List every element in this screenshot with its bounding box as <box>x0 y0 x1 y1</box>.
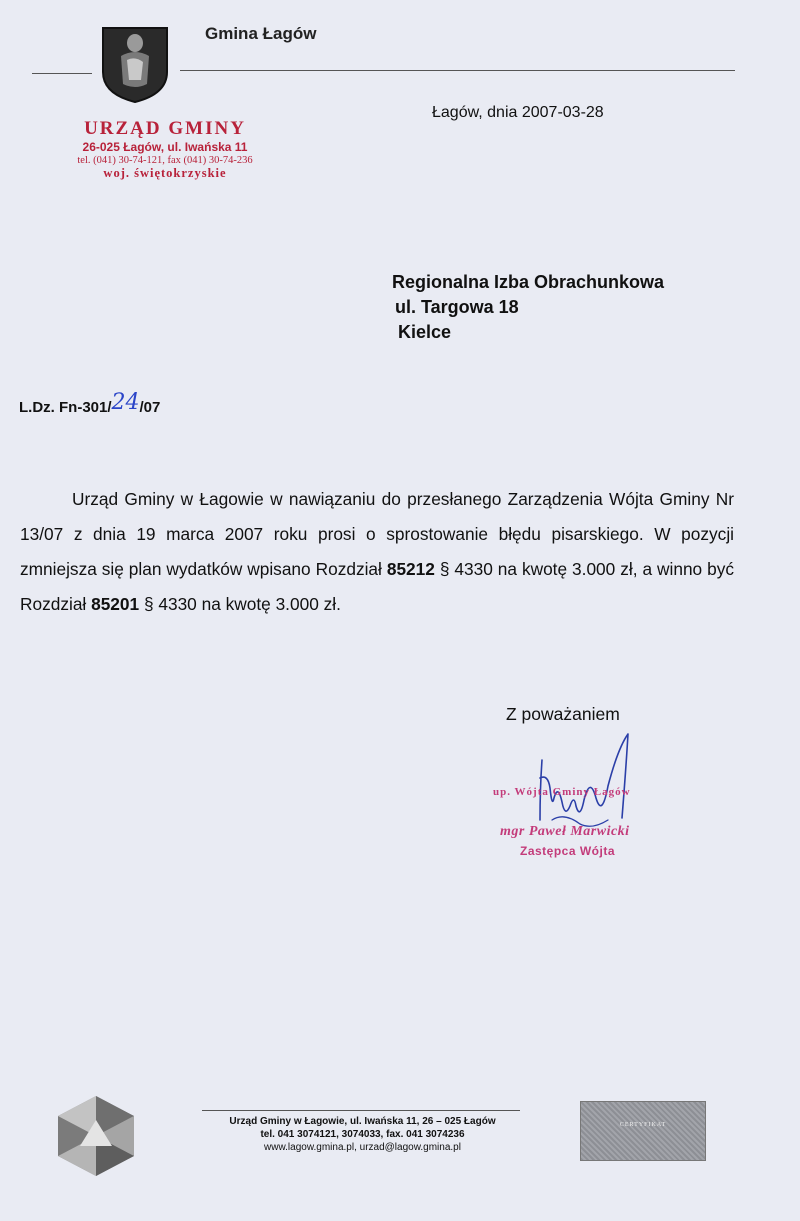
gmina-name: Gmina Łagów <box>205 24 317 43</box>
chapter-code-2: 85201 <box>91 594 140 614</box>
handwritten-signature-icon <box>510 728 640 838</box>
body-text-2: § 4330 na kwotę 3.000 zł, a winno być Rozdział <box>20 559 734 614</box>
closing-salutation: Z poważaniem <box>506 704 620 724</box>
stamp-region: woj. świętokrzyskie <box>103 166 227 180</box>
reference-number <box>19 390 161 418</box>
signature-stamp-line: up. Wójta Gminy Łagów <box>493 786 631 798</box>
stamp-title: URZĄD GMINY <box>84 118 246 139</box>
footer-phone: tel. 041 3074121, 3074033, fax. 041 3074236 <box>260 1129 465 1140</box>
letter-body <box>20 482 734 622</box>
footer-contact <box>180 1115 545 1154</box>
reference-suffix: /07 <box>139 399 161 416</box>
recipient-line: Regionalna Izba Obrachunkowa <box>392 272 665 292</box>
header-rule-right <box>180 70 735 71</box>
signature-block <box>480 728 680 868</box>
recipient-line: Kielce <box>398 322 452 342</box>
place-date: Łagów, dnia 2007-03-28 <box>432 104 604 121</box>
hexagon-logo-icon <box>54 1094 138 1178</box>
recipient-address <box>392 270 664 345</box>
stamp-phone: tel. (041) 30-74-121, fax (041) 30-74-236 <box>77 155 253 166</box>
signatory-name: mgr Paweł Marwicki <box>500 824 630 839</box>
certificate-badge <box>580 1101 706 1161</box>
footer-address: Urząd Gminy w Łagowie, ul. Iwańska 11, 26 – 025 Łagów <box>229 1116 496 1127</box>
footer-web: www.lagow.gmina.pl, urzad@lagow.gmina.pl <box>264 1142 461 1153</box>
stamp-address: 26-025 Łagów, ul. Iwańska 11 <box>82 140 248 154</box>
reference-prefix: L.Dz. Fn-301/ <box>19 399 112 416</box>
header-rule-left <box>32 73 92 74</box>
body-text-3: § 4330 na kwotę 3.000 zł. <box>139 594 341 614</box>
certificate-label: CERTYFIKAT <box>619 1122 667 1128</box>
body-text-1: Urząd Gminy w Łagowie w nawiązaniu do przesłanego Zarządzenia Wójta Gminy Nr 13/07 z dnia 19 marca 2007 roku prosi o sprostowanie błędu pisarskiego. W pozycji zmniejsza się plan wydatków wpisano Rozdział <box>20 489 734 579</box>
coat-of-arms-icon <box>101 26 169 104</box>
recipient-line: ul. Targowa 18 <box>395 297 519 317</box>
chapter-code-1: 85212 <box>386 559 435 579</box>
footer-rule <box>202 1110 520 1111</box>
reference-handwritten-number: 24 <box>111 390 140 415</box>
office-stamp <box>40 118 290 181</box>
signatory-role: Zastępca Wójta <box>520 844 616 858</box>
